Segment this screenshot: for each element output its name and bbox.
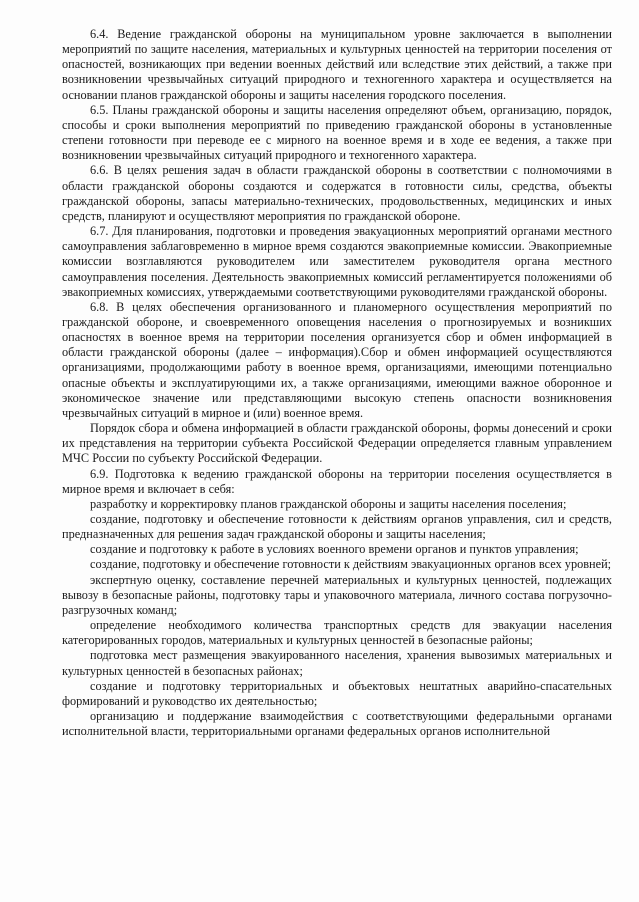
paragraph-6-4: 6.4. Ведение гражданской обороны на муниципальном уровне заключается в выполнении мероприятий по защите населения, материальных и культурных ценностей на территории поселения от опасностей, возникающих при ведении военных действий или вследствие этих действий, а также при возникновении чрезвычайных ситуаций природного и техногенного характера и осуществляется на основании планов гражданской обороны и защиты населения городского поселения. [62, 27, 612, 102]
paragraph-6-6: 6.6. В целях решения задач в области гражданской обороны в соответствии с полномочиями в области гражданской обороны создаются и содержатся в готовности силы, средства, объекты гражданской обороны, запасы материально-технических, продовольственных, медицинских и иных средств, планируют и осуществляют мероприятия по гражданской обороне. [62, 163, 612, 223]
list-item: создание и подготовку территориальных и объектовых нештатных аварийно-спасательных формирований и руководство их деятельностью; [62, 678, 612, 708]
paragraph-6-9: 6.9. Подготовка к ведению гражданской обороны на территории поселения осуществляется в мирное время и включает в себя: [62, 466, 612, 496]
list-item: создание и подготовку к работе в условиях военного времени органов и пунктов управления; [90, 542, 579, 557]
list-item: определение необходимого количества транспортных средств для эвакуации населения категорированных городов, материальных и культурных ценностей в безопасные районы; [62, 618, 612, 648]
list-item: экспертную оценку, составление перечней материальных и культурных ценностей, подлежащих вывозу в безопасные районы, подготовку тары и упаковочного материала, личного состава погрузочно-разгрузочных команд; [62, 572, 612, 617]
paragraph-6-8-order: Порядок сбора и обмена информацией в области гражданской обороны, формы донесений и сроки их представления на территории субъекта Российской Федерации определяется главным управлением МЧС России по субъекту Российской Федерации. [62, 421, 612, 466]
list-item: создание, подготовку и обеспечение готовности к действиям органов управления, сил и средств, предназначенных для решения задач гражданской обороны и защиты населения; [62, 512, 612, 542]
paragraph-6-8: 6.8. В целях обеспечения организованного и планомерного осуществления мероприятий по гражданской обороне, и своевременного оповещения населения о прогнозируемых и возникших опасностях в военное время на территории поселения организуется сбор и обмен информацией в области гражданской обороны (далее – информация).Сбор и обмен информацией осуществляются организациями, продолжающими работу в военное время, организациями, имеющими потенциально опасные объекты и эксплуатирующими их, а также организациями, имеющими важное оборонное и экономическое значение или представляющими высокую степень опасности возникновения чрезвычайных ситуаций в мирное и (или) военное время. [62, 299, 612, 420]
paragraph-6-5: 6.5. Планы гражданской обороны и защиты населения определяют объем, организацию, порядок, способы и сроки выполнения мероприятий по приведению гражданской обороны в установленные степени готовности при переводе ее с мирного на военное время и в ходе ее ведения, а также при возникновении чрезвычайных ситуаций природного и техногенного характера. [62, 102, 612, 163]
paragraph-6-7: 6.7. Для планирования, подготовки и проведения эвакуационных мероприятий органами местного самоуправления заблаговременно в мирное время создаются эвакоприемные комиссии. Эвакоприемные комиссии возглавляются руководителем или заместителем руководителя органа местного самоуправления поселения. Деятельность эвакоприемных комиссий регламентируется положениями об эвакоприемных комиссиях, утверждаемыми соответствующими руководителями гражданской обороны. [62, 224, 612, 299]
list-item: подготовка мест размещения эвакуированного населения, хранения вывозимых материальных и культурных ценностей в безопасных районах; [62, 648, 612, 678]
list-item: создание, подготовку и обеспечение готовности к действиям эвакуационных органов всех уровней; [90, 557, 612, 572]
list-item: организацию и поддержание взаимодействия с соответствующими федеральными органами исполнительной власти, территориальными органами федеральных органов исполнительной [62, 709, 612, 739]
list-item: разработку и корректировку планов гражданской обороны и защиты населения поселения; [90, 496, 567, 511]
document-body [62, 27, 612, 739]
